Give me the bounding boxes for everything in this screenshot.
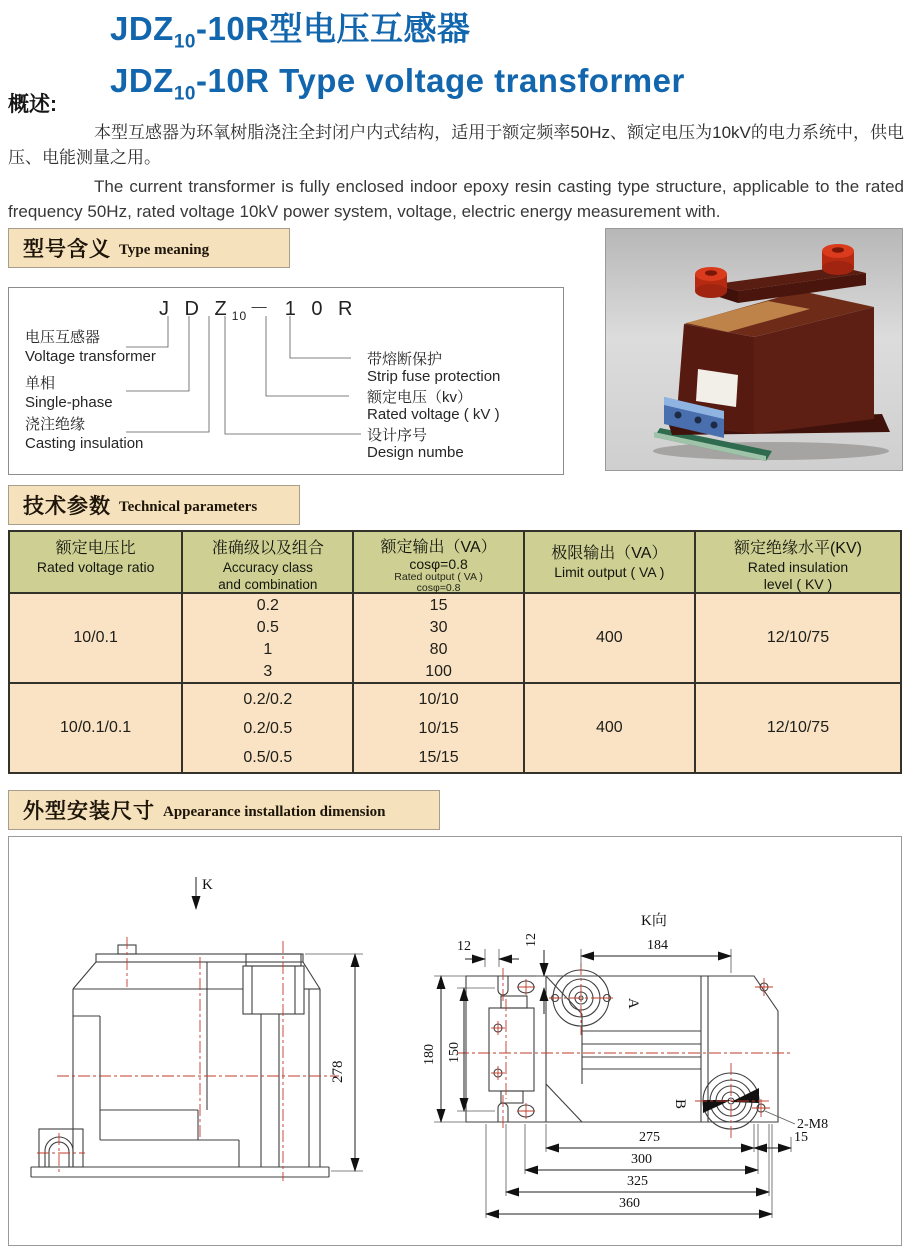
svg-text:278: 278: [330, 1060, 346, 1083]
svg-text:325: 325: [627, 1174, 648, 1189]
section-title-zh: 外型安装尺寸: [23, 800, 155, 823]
k-direction-label: K: [202, 877, 213, 893]
svg-text:150: 150: [447, 1042, 462, 1063]
cell-ratio: 10/0.1/0.1: [60, 719, 132, 736]
label-design-number-en: Design numbe: [367, 444, 464, 461]
label-design-number-zh: 设计序号: [367, 427, 428, 444]
svg-text:275: 275: [639, 1130, 660, 1145]
transformer-photo-drawing: [606, 229, 902, 470]
dim-150: [447, 988, 495, 1111]
label-voltage-transformer-en: Voltage transformer: [25, 348, 156, 365]
svg-text:12: 12: [524, 933, 539, 947]
dim-12b: [524, 933, 557, 1014]
parameters-table: [8, 530, 902, 774]
cell-limit: 400: [523, 684, 694, 772]
cell-output: 15 30 80 100: [352, 594, 522, 682]
section-title-en: Technical parameters: [119, 498, 258, 515]
svg-text:360: 360: [619, 1196, 640, 1211]
side-view-centerlines: [37, 937, 339, 1181]
page-title: [110, 10, 685, 113]
terminal-b-label: B: [672, 1099, 688, 1110]
terminal-a-label: A: [625, 998, 641, 1009]
title-subscript: 10: [173, 31, 196, 53]
page-title-line2: $JDZ_{10}-10R$ Type voltage transformer: [110, 61, 685, 105]
model-designation: J D $Z_{10} - 1$ 0 R: [159, 298, 358, 323]
svg-text:2-M8: 2-M8: [797, 1117, 829, 1132]
section-title-en: Type meaning: [119, 241, 210, 258]
label-single-phase-zh: 单相: [25, 375, 56, 392]
section-bar-dimensions: [8, 790, 440, 830]
label-voltage-transformer-zh: 电压互感器: [25, 329, 101, 346]
label-single-phase-en: Single-phase: [25, 394, 113, 411]
cell-output: 10/10 10/15 15/15: [352, 684, 522, 772]
dim-12a: [457, 939, 519, 967]
dim-chain-bottom: [486, 1124, 808, 1218]
overview-heading: 概述:: [8, 93, 57, 116]
header-rated-voltage-ratio: 额定电压比 Rated voltage ratio: [36, 540, 155, 575]
top-view-drawing: [422, 912, 828, 1218]
dimension-drawings-panel: [8, 836, 902, 1246]
label-casting-insulation-zh: 浇注绝缘: [25, 416, 86, 433]
svg-text:180: 180: [422, 1044, 437, 1065]
section-title-zh: 型号含义: [23, 238, 111, 261]
table-row: [10, 682, 900, 772]
section-title-zh: 技术参数: [23, 495, 111, 518]
cell-insulation: 12/10/75: [694, 684, 900, 772]
title-subscript: 10: [173, 83, 196, 105]
page-title-line1: $JDZ_{10}-10R$型电压互感器: [110, 10, 471, 53]
product-photo: [605, 228, 903, 471]
section-bar-type-meaning: [8, 228, 290, 268]
cell-accuracy: 0.2/0.2 0.2/0.5 0.5/0.5: [181, 684, 352, 772]
cell-ratio: 10/0.1: [73, 629, 118, 646]
section-bar-technical-parameters: [8, 485, 300, 525]
label-rated-voltage-en: Rated voltage ( kV ): [367, 406, 500, 423]
k-view-title: K向: [641, 913, 667, 929]
svg-text:300: 300: [631, 1152, 652, 1167]
dim-278: [305, 954, 363, 1171]
svg-text:12: 12: [457, 939, 471, 954]
table-row: [10, 592, 900, 682]
header-insulation-level: 额定绝缘水平(KV) Rated insulation level ( KV ): [694, 532, 900, 592]
type-meaning-panel: [8, 287, 564, 475]
label-rated-voltage-zh: 额定电压（kv）: [367, 389, 473, 406]
dimension-drawings: [9, 837, 901, 1245]
header-rated-output: 额定输出（VA） cosφ=0.8 Rated output ( VA ) cosφ=0.8: [352, 532, 522, 592]
header-accuracy-class: 准确级以及组合 Accuracy class and combination: [181, 532, 352, 592]
cell-limit: 400: [523, 594, 694, 682]
cell-insulation: 12/10/75: [694, 594, 900, 682]
table-header-row: [10, 532, 900, 592]
svg-text:15: 15: [794, 1130, 808, 1145]
dim-184: [581, 938, 731, 973]
overview-paragraphs: [8, 120, 904, 224]
svg-text:184: 184: [647, 938, 668, 953]
label-fuse-protection-en: Strip fuse protection: [367, 368, 501, 385]
side-view-drawing: [31, 877, 363, 1181]
overview-text-zh: 本型互感器为环氧树脂浇注全封闭户内式结构，适用于额定频率50Hz、额定电压为10kV的电力系统中，供电压、电能测量之用。: [8, 123, 904, 167]
section-title-en: Appearance installation dimension: [163, 803, 386, 820]
cell-accuracy: 0.2 0.5 1 3: [181, 594, 352, 682]
label-casting-insulation-en: Casting insulation: [25, 435, 144, 452]
header-limit-output: 极限输出（VA） Limit output ( VA ): [523, 532, 694, 592]
overview-text-en: The current transformer is fully enclosed indoor epoxy resin casting type structure, applicable to the rated frequency 50Hz, rated voltage 10kV power system, voltage, electric energy measurement with.: [8, 177, 904, 221]
label-fuse-protection-zh: 带熔断保护: [367, 351, 443, 368]
